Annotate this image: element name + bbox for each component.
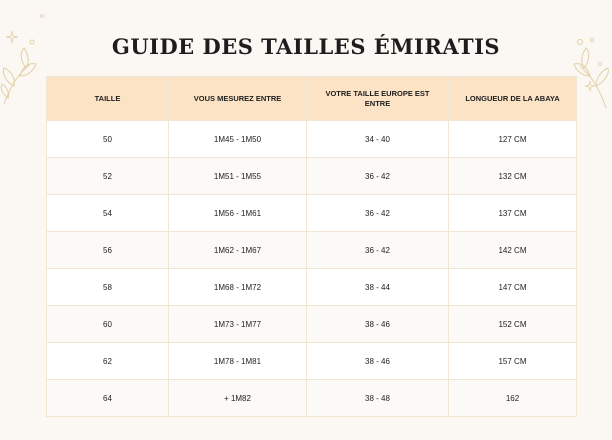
cell-taille-europe: 34 - 40 — [307, 121, 449, 158]
cell-taille: 52 — [47, 158, 169, 195]
cell-longueur: 137 CM — [449, 195, 577, 232]
cell-mesure: 1M51 - 1M55 — [169, 158, 307, 195]
cell-mesure: 1M78 - 1M81 — [169, 343, 307, 380]
cell-taille-europe: 38 - 46 — [307, 343, 449, 380]
cell-taille: 50 — [47, 121, 169, 158]
cell-longueur: 152 CM — [449, 306, 577, 343]
table-row — [47, 232, 577, 269]
cell-taille: 54 — [47, 195, 169, 232]
cell-mesure: 1M73 - 1M77 — [169, 306, 307, 343]
cell-longueur: 162 — [449, 380, 577, 417]
column-header-mesure: VOUS MESUREZ ENTRE — [169, 77, 307, 121]
table-row — [47, 158, 577, 195]
cell-taille-europe: 36 - 42 — [307, 195, 449, 232]
cell-mesure: 1M68 - 1M72 — [169, 269, 307, 306]
cell-taille: 60 — [47, 306, 169, 343]
cell-taille-europe: 38 - 44 — [307, 269, 449, 306]
cell-taille: 62 — [47, 343, 169, 380]
cell-longueur: 157 CM — [449, 343, 577, 380]
table-row — [47, 121, 577, 158]
sparkle-icon — [584, 80, 596, 92]
cell-taille-europe: 36 - 42 — [307, 232, 449, 269]
cell-mesure: 1M45 - 1M50 — [169, 121, 307, 158]
column-header-taille-europe: VOTRE TAILLE EUROPE EST ENTRE — [307, 77, 449, 121]
cell-taille-europe: 38 - 48 — [307, 380, 449, 417]
table-row — [47, 343, 577, 380]
table-row — [47, 195, 577, 232]
table-row — [47, 306, 577, 343]
page-title: GUIDE DES TAILLES ÉMIRATIS — [111, 34, 501, 60]
cell-taille-europe: 36 - 42 — [307, 158, 449, 195]
cell-mesure: + 1M82 — [169, 380, 307, 417]
cell-taille: 58 — [47, 269, 169, 306]
table-row — [47, 269, 577, 306]
sparkle-icon — [38, 12, 46, 20]
cell-taille-europe: 38 - 46 — [307, 306, 449, 343]
cell-longueur: 147 CM — [449, 269, 577, 306]
cell-longueur: 127 CM — [449, 121, 577, 158]
table-header-row — [47, 77, 577, 121]
cell-taille: 64 — [47, 380, 169, 417]
cell-longueur: 132 CM — [449, 158, 577, 195]
cell-taille: 56 — [47, 232, 169, 269]
column-header-longueur-abaya: LONGUEUR DE LA ABAYA — [449, 77, 577, 121]
table-row — [47, 380, 577, 417]
cell-mesure: 1M62 - 1M67 — [169, 232, 307, 269]
sparkle-icon — [596, 60, 604, 68]
column-header-taille: TAILLE — [47, 77, 169, 121]
cell-longueur: 142 CM — [449, 232, 577, 269]
size-guide-table — [46, 76, 577, 417]
cell-mesure: 1M56 - 1M61 — [169, 195, 307, 232]
